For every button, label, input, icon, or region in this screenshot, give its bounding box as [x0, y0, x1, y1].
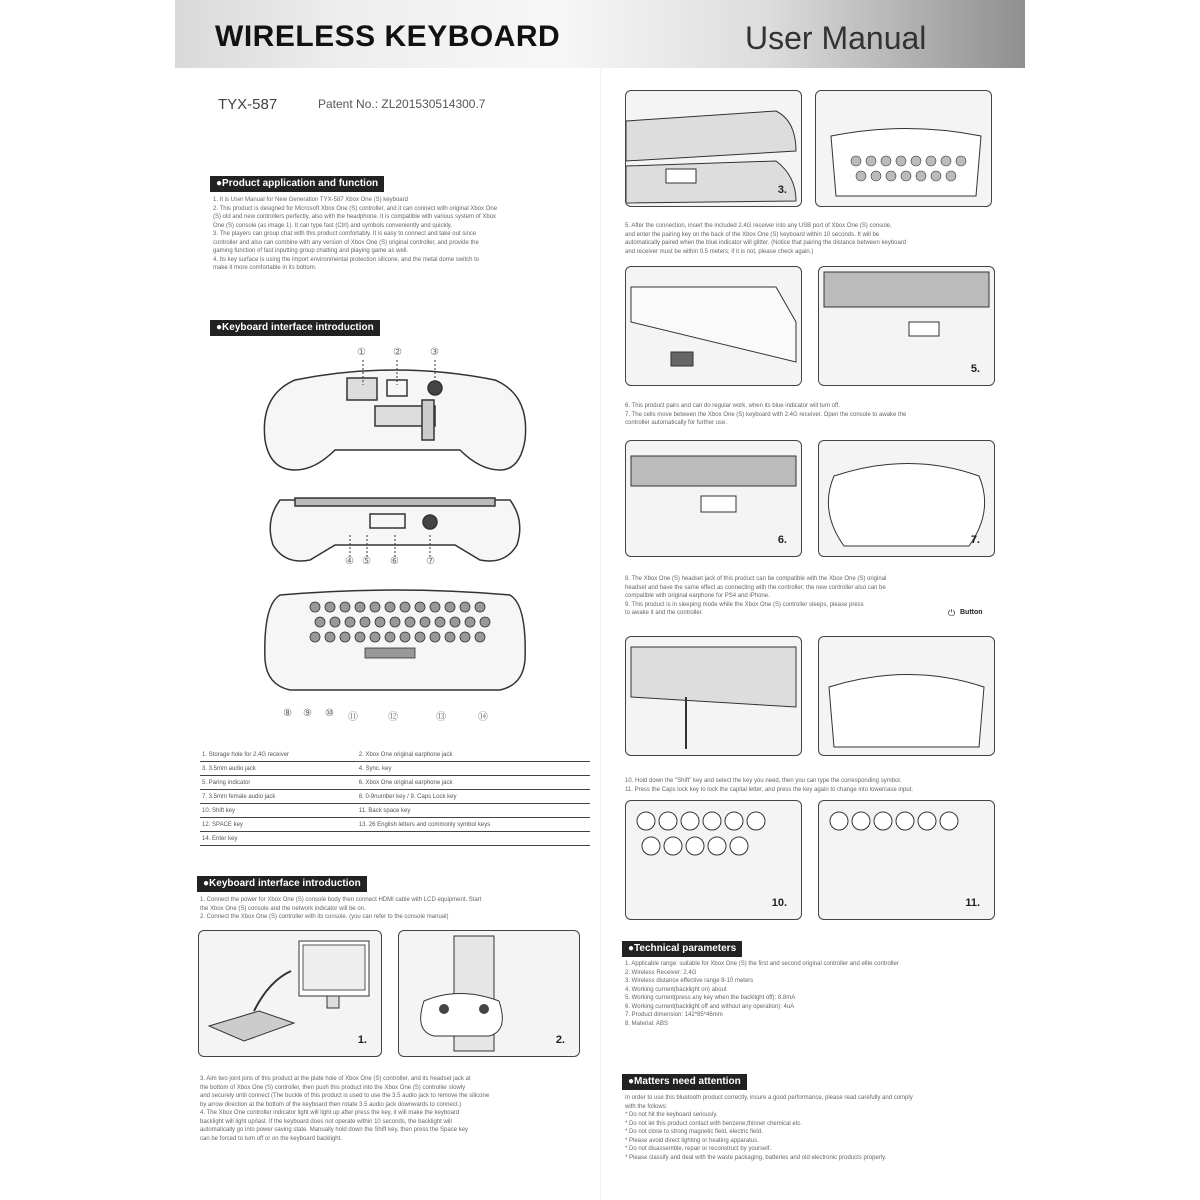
callout-7: ⑦ — [426, 556, 435, 567]
callout-10: ⑩ — [325, 708, 334, 719]
figure-3-number: 3. — [777, 184, 787, 196]
step5-lines-line: automatically paired when the blue indicator will glitter. (Notice that pairing the distance between keyboard — [625, 240, 907, 246]
step5-lines-line: and receiver must be within 0.5 meters; if it is not, please check again.) — [625, 248, 814, 255]
callout-2: ② — [393, 347, 402, 358]
section-product: ● Product application and function — [210, 176, 384, 192]
step1011-lines-line: 10. Hold down the "Shift" key and select the key you need, then you can type the corresponding symbol. — [625, 778, 902, 784]
legend-cell: 14. Enter key — [200, 832, 357, 846]
callout-13: ⑬ — [436, 712, 446, 723]
figure-2 — [398, 930, 580, 1057]
legend-cell: 4. Sync. key — [357, 762, 590, 776]
legend-row — [200, 804, 590, 818]
legend-cell: 5. Paring indicator — [200, 776, 357, 790]
bottom-lines-line: 3. Aim two joint pins of this product at the plate hole of Xbox One (S) controller, and its headset jack at — [200, 1076, 471, 1082]
bottom-lines-line: backlight will light up/last. If the keyboard does not operate within 10 seconds, the backlight will — [200, 1118, 452, 1125]
attention-lines-line: with the follows: — [625, 1103, 668, 1110]
callout-1: ① — [357, 347, 366, 358]
product-text — [213, 196, 593, 273]
figure-1-number: 1. — [357, 1034, 367, 1046]
tech-lines-line: 8. Material: ABS — [625, 1020, 669, 1027]
product-lines-line: 4. Its key surface is using the import environmental protection silicone, and the metal dome switch to — [213, 256, 480, 263]
attention-lines-line: In order to use this bluetooth product correctly, insure a good performance, please read carefully and comply — [625, 1095, 913, 1101]
figure-5-number: 5. — [970, 363, 980, 375]
bottom-lines-line: can be forced to turn off or on the keyboard backlight. — [200, 1135, 342, 1142]
section-interface: ● Keyboard interface introduction — [210, 320, 380, 336]
install-lines-line: 1. Connect the power for Xbox One (S) console body then connect HDMI cable with LCD equipment. Start — [200, 897, 482, 903]
figure-3 — [625, 90, 802, 207]
step67-lines-line: 6. This product pairs and can do regular work, when its blue indicator will turn off. — [625, 403, 840, 409]
attention-lines-line: * Do not disassemble, repair or reconstruct by yourself. — [625, 1146, 772, 1152]
figure-9 — [818, 636, 995, 756]
fold-line — [600, 0, 601, 1200]
legend-cell: 10. Shift key — [200, 804, 357, 818]
figure-1 — [198, 930, 382, 1057]
legend-cell: 3. 3.5mm audio jack — [200, 762, 357, 776]
figure-11 — [818, 800, 995, 920]
figure-6 — [625, 440, 802, 557]
callout-14: ⑭ — [478, 712, 488, 723]
product-lines-line: 2. This product is designed for Microsoft Xbox One (S) controller, and it can connect with original Xbox One — [213, 205, 498, 212]
product-lines-line: 1. It is User Manual for New Generation TYX-587 Xbox One (S) keyboard — [213, 197, 408, 203]
legend-cell: 7. 3.5mm female audio jack — [200, 790, 357, 804]
step67-text — [625, 402, 997, 428]
legend-row — [200, 832, 590, 846]
section-tech: ● Technical parameters — [622, 941, 742, 957]
install-lines-line: 2. Connect the Xbox One (S) controller with its console. (you can refer to the console manual) — [200, 914, 449, 920]
step67-lines-line: 7. The cells move between the Xbox One (S) keyboard with 2.4G receiver. Open the console to awake the — [625, 411, 907, 418]
product-lines-line: controller and also can combine with any version of Xbox One (S) original controller, and provide the — [213, 239, 479, 246]
section-attention: ● Matters need attention — [622, 1074, 747, 1090]
step89-lines-line: to awake it and the controller. — [625, 610, 704, 616]
product-lines-line: make it more comfortable in its bottom. — [213, 265, 317, 271]
legend-cell: 13. 26 English letters and commonly symbol keys — [357, 818, 590, 832]
attention-lines-line: * Do not close to strong magnetic field, electric field. — [625, 1129, 763, 1135]
bottom-lines-line: by arrow direction at the bottom of the keyboard then rotate 3.5 audio jack downwards to connect.) — [200, 1101, 462, 1108]
figure-4 — [815, 90, 992, 207]
step1011-lines-line: 11. Press the Caps lock key to lock the capital letter, and press the key again to change into lowercase input. — [625, 786, 914, 793]
callout-3: ③ — [430, 347, 439, 358]
callout-4: ④ — [345, 556, 354, 567]
callout-12: ⑫ — [388, 712, 398, 723]
step89-text — [625, 575, 997, 618]
legend-cell: 11. Back space key — [357, 804, 590, 818]
figure-usb — [625, 266, 802, 386]
controller-diagram — [255, 340, 535, 730]
product-lines-line: (S) old and new controllers perfectly, also with the headphone. It is compatible with various system of Xbox — [213, 214, 497, 220]
figure-5 — [818, 266, 995, 386]
step5-text — [625, 222, 997, 256]
wake-button-label: Button — [960, 609, 983, 616]
figure-11-number: 11. — [965, 897, 980, 909]
figure-6-number: 6. — [777, 534, 787, 546]
tech-lines-line: 1. Applicable range: suitable for Xbox One (S) the first and second original controller and elite controller — [625, 961, 899, 967]
step67-lines-line: controller automatically for further use. — [625, 420, 728, 426]
product-lines-line: One (S) console (as image 1). It can type fast (Ctrl) and symbols conveniently and quickly. — [213, 222, 452, 229]
power-icon: ⏻ — [948, 608, 956, 618]
figure-10 — [625, 800, 802, 920]
callout-5: ⑤ — [362, 556, 371, 567]
step1011-text — [625, 777, 997, 794]
legend-cell: 2. Xbox One original earphone jack — [357, 748, 590, 762]
patent-number: Patent No.: ZL201530514300.7 — [318, 97, 486, 111]
product-lines-line: gaming function of fast inputting group chatting and playing game as well. — [213, 248, 409, 254]
step89-lines-line: 9. This product is in sleeping mode while the Xbox One (S) controller sleeps, please press — [625, 601, 864, 608]
figure-10-number: 10. — [771, 897, 787, 909]
tech-lines-line: 3. Wireless distance effective range 8-10 meters — [625, 978, 754, 984]
step89-lines-line: headset and have the same effect as connecting with the controller; the new controller also can be — [625, 584, 886, 591]
tech-lines-line: 2. Wireless Receiver: 2.4G — [625, 969, 697, 976]
tech-lines-line: 5. Working current(press any key when the backlight off): 8.8mA — [625, 995, 796, 1001]
legend-table — [200, 748, 590, 846]
attention-lines-line: * Do not let this product contact with benzene,thinner chemical etc. — [625, 1120, 803, 1127]
figure-7-number: 7. — [970, 534, 980, 546]
step5-lines-line: 5. After the connection, insert the included 2.4G receiver into any USB port of Xbox One (S) console, — [625, 223, 892, 229]
legend-row — [200, 776, 590, 790]
bottom-lines-line: automatically go into power saving state. Manually hold down the Shift key, then press the Space key — [200, 1127, 469, 1133]
figure-8 — [625, 636, 802, 756]
install-text — [200, 896, 595, 922]
bottom-lines-line: 4. The Xbox One controller indicator light will light up after press the key, it will make the keyboard — [200, 1110, 460, 1116]
attention-lines-line: * Do not hit the keyboard seriously. — [625, 1112, 718, 1118]
legend-row — [200, 790, 590, 804]
section-install: ● Keyboard interface introduction — [197, 876, 367, 892]
tech-text — [625, 960, 997, 1028]
legend-row — [200, 818, 590, 832]
bottom-lines-line: the bottom of Xbox One (S) controller, then push this product into the Xbox One (S) controller slowly — [200, 1084, 466, 1091]
attention-lines-line: * Please avoid direct lighting or heating apparatus. — [625, 1137, 759, 1144]
legend-row — [200, 762, 590, 776]
legend-cell — [357, 832, 590, 846]
tech-lines-line: 7. Product dimension: 142*85*46mm — [625, 1012, 723, 1018]
bottom-lines-line: and securely until connect (The buckle of this product is used to use the 3.5 audio jack to remove the silicone — [200, 1093, 490, 1099]
bottom-text — [200, 1075, 595, 1143]
attention-text — [625, 1094, 997, 1162]
model-number: TYX-587 — [218, 96, 278, 113]
step89-lines-line: 8. The Xbox One (S) headset jack of this product can be compatible with the Xbox One (S) original — [625, 576, 887, 582]
product-lines-line: 3. The players can group chat with this product comfortably. It is easy to connect and take out since — [213, 231, 477, 237]
callout-11: ⑪ — [348, 712, 358, 723]
tech-lines-line: 6. Working current(backlight off and without any operation): 4uA — [625, 1003, 795, 1010]
callout-6: ⑥ — [390, 556, 399, 567]
legend-cell: 8. 0-9number key / 9. Caps Lock key — [357, 790, 590, 804]
figure-7 — [818, 440, 995, 557]
manual-label: User Manual — [745, 20, 927, 56]
callout-9: ⑨ — [303, 708, 312, 719]
tech-lines-line: 4. Working current(backlight on) about — [625, 986, 727, 993]
legend-cell: 1. Storage hole for 2.4G receiver — [200, 748, 357, 762]
callout-8: ⑧ — [283, 708, 292, 719]
legend-row — [200, 748, 590, 762]
legend-cell: 12. SPACE key — [200, 818, 357, 832]
page-title: WIRELESS KEYBOARD — [215, 20, 561, 53]
step89-lines-line: compatible with original earphone for PS4 and iPhone. — [625, 593, 770, 599]
install-lines-line: the Xbox One (S) console and the network indicator will be on. — [200, 905, 366, 912]
attention-lines-line: * Please classify and deal with the waste packaging, batteries and old electronic products properly. — [625, 1154, 887, 1161]
step5-lines-line: and enter the pairing key on the back of the Xbox One (S) keyboard within 10 seconds. It will be — [625, 231, 880, 238]
legend-cell: 6. Xbox One original earphone jack — [357, 776, 590, 790]
figure-2-number: 2. — [555, 1034, 565, 1046]
